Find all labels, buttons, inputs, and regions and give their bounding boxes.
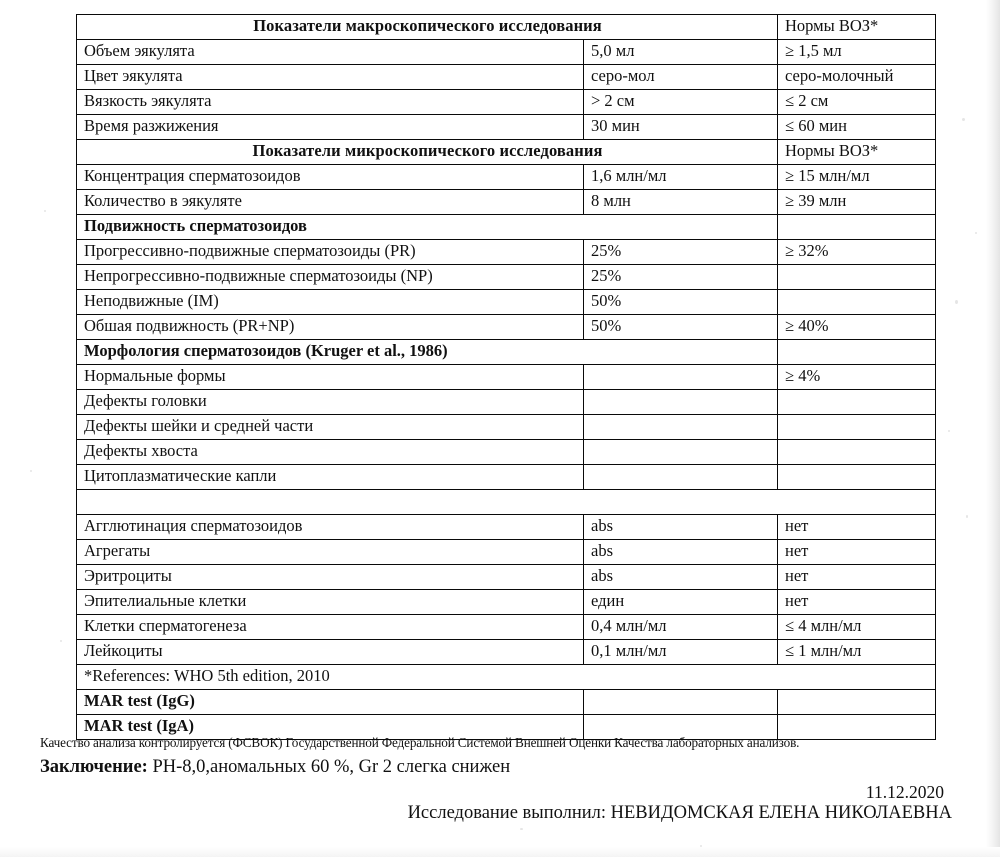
row-norm: ≥ 40% — [778, 315, 936, 340]
row-value — [584, 465, 778, 490]
table-row — [77, 165, 936, 190]
group-title-morphology: Морфология сперматозоидов (Kruger et al., 1986) — [77, 340, 778, 365]
row-norm — [778, 390, 936, 415]
table-row — [77, 615, 936, 640]
table-row — [77, 290, 936, 315]
table-row — [77, 640, 936, 665]
page-edge-bottom — [0, 847, 1000, 857]
row-value — [584, 415, 778, 440]
row-label: Нормальные формы — [77, 365, 584, 390]
table-row — [77, 365, 936, 390]
scan-speck — [44, 210, 46, 212]
scan-speck — [955, 300, 958, 304]
table-row — [77, 215, 936, 240]
conclusion-line — [40, 757, 510, 778]
row-norm: нет — [778, 590, 936, 615]
section-title-macroscopic: Показатели макроскопического исследования — [77, 15, 778, 40]
scan-speck — [30, 470, 32, 472]
scan-speck — [975, 232, 977, 234]
row-value: abs — [584, 565, 778, 590]
table-row — [77, 90, 936, 115]
row-value: > 2 см — [584, 90, 778, 115]
row-norm: ≤ 1 млн/мл — [778, 640, 936, 665]
row-value: 25% — [584, 265, 778, 290]
row-norm — [778, 690, 936, 715]
row-norm: ≥ 32% — [778, 240, 936, 265]
table-row — [77, 315, 936, 340]
row-label: Цитоплазматические капли — [77, 465, 584, 490]
row-norm: ≤ 4 млн/мл — [778, 615, 936, 640]
row-label: Агглютинация сперматозоидов — [77, 515, 584, 540]
row-norm — [778, 265, 936, 290]
row-value: серо-мол — [584, 65, 778, 90]
row-norm: нет — [778, 515, 936, 540]
row-norm: ≤ 60 мин — [778, 115, 936, 140]
row-norm — [778, 415, 936, 440]
row-norm — [778, 440, 936, 465]
scan-speck — [966, 515, 968, 518]
row-norm: нет — [778, 565, 936, 590]
report-date: 11.12.2020 — [865, 782, 944, 802]
row-label: Прогрессивно-подвижные сперматозоиды (PR) — [77, 240, 584, 265]
row-value: 50% — [584, 290, 778, 315]
row-norm: ≥ 39 млн — [778, 190, 936, 215]
table-row — [77, 390, 936, 415]
table-body — [77, 15, 936, 740]
row-norm: нет — [778, 540, 936, 565]
row-value: 8 млн — [584, 190, 778, 215]
scan-speck — [700, 845, 702, 847]
table-row — [77, 590, 936, 615]
table-row — [77, 440, 936, 465]
performer-line: Исследование выполнил: НЕВИДОМСКАЯ ЕЛЕНА НИКОЛАЕВНА — [407, 803, 952, 823]
table-row-spacer — [77, 490, 936, 515]
row-value: 50% — [584, 315, 778, 340]
row-label: Неподвижные (IM) — [77, 290, 584, 315]
table-row — [77, 565, 936, 590]
table-row — [77, 340, 936, 365]
row-label: Лейкоциты — [77, 640, 584, 665]
table-row — [77, 40, 936, 65]
references-note: *References: WHO 5th edition, 2010 — [77, 665, 936, 690]
quality-control-note: Качество анализа контролируется (ФСВОК) Государственной Федеральной Системой Внешней Оценки Качества лабораторных анализов. — [40, 735, 800, 750]
row-label: Эритроциты — [77, 565, 584, 590]
row-norm — [778, 465, 936, 490]
group-title-motility: Подвижность сперматозоидов — [77, 215, 778, 240]
row-value: 25% — [584, 240, 778, 265]
row-value — [584, 440, 778, 465]
table-row — [77, 540, 936, 565]
row-label: Дефекты головки — [77, 390, 584, 415]
scan-speck — [962, 118, 965, 121]
table-row — [77, 690, 936, 715]
scan-speck — [60, 640, 62, 642]
row-norm: ≥ 15 млн/мл — [778, 165, 936, 190]
row-label: Вязкость эякулята — [77, 90, 584, 115]
row-value: 1,6 млн/мл — [584, 165, 778, 190]
row-norm: ≤ 2 см — [778, 90, 936, 115]
row-value: един — [584, 590, 778, 615]
table-row — [77, 265, 936, 290]
row-value — [584, 690, 778, 715]
row-value: 5,0 мл — [584, 40, 778, 65]
row-value — [584, 365, 778, 390]
table-row — [77, 190, 936, 215]
row-value: abs — [584, 540, 778, 565]
section-title-microscopic: Показатели микроскопического исследования — [77, 140, 778, 165]
spacer-cell — [77, 490, 936, 515]
norm-header-macroscopic: Нормы ВОЗ* — [778, 15, 936, 40]
row-label-mar-iga: MAR test (IgA) — [77, 715, 584, 740]
table-row — [77, 140, 936, 165]
row-norm: серо-молочный — [778, 65, 936, 90]
table-row — [77, 65, 936, 90]
table-row — [77, 465, 936, 490]
row-label: Дефекты шейки и средней части — [77, 415, 584, 440]
table-row — [77, 415, 936, 440]
row-label: Концентрация сперматозоидов — [77, 165, 584, 190]
conclusion-label: Заключение: — [40, 757, 148, 777]
row-value — [584, 390, 778, 415]
row-value: 0,4 млн/мл — [584, 615, 778, 640]
row-label: Цвет эякулята — [77, 65, 584, 90]
semen-analysis-table — [76, 14, 936, 740]
row-label: Время разжижения — [77, 115, 584, 140]
row-value: abs — [584, 515, 778, 540]
row-label: Эпителиальные клетки — [77, 590, 584, 615]
scan-speck — [948, 430, 950, 432]
norm-header-microscopic: Нормы ВОЗ* — [778, 140, 936, 165]
row-label: Непрогрессивно-подвижные сперматозоиды (NP) — [77, 265, 584, 290]
row-label-mar-igg: MAR test (IgG) — [77, 690, 584, 715]
row-norm: ≥ 4% — [778, 365, 936, 390]
row-norm — [778, 340, 936, 365]
scan-speck — [520, 828, 523, 830]
row-label: Агрегаты — [77, 540, 584, 565]
row-value: 30 мин — [584, 115, 778, 140]
table-row — [77, 665, 936, 690]
row-value: 0,1 млн/мл — [584, 640, 778, 665]
row-norm — [778, 215, 936, 240]
table-row — [77, 240, 936, 265]
table-row — [77, 515, 936, 540]
conclusion-text: PH-8,0,аномальных 60 %, Gr 2 слегка снижен — [152, 757, 511, 777]
row-label: Объем эякулята — [77, 40, 584, 65]
table-row — [77, 115, 936, 140]
row-label: Количество в эякуляте — [77, 190, 584, 215]
row-norm — [778, 290, 936, 315]
row-label: Дефекты хвоста — [77, 440, 584, 465]
row-label: Клетки сперматогенеза — [77, 615, 584, 640]
row-norm: ≥ 1,5 мл — [778, 40, 936, 65]
row-label: Обшая подвижность (PR+NP) — [77, 315, 584, 340]
page-edge-right — [986, 0, 1000, 857]
table-row — [77, 15, 936, 40]
